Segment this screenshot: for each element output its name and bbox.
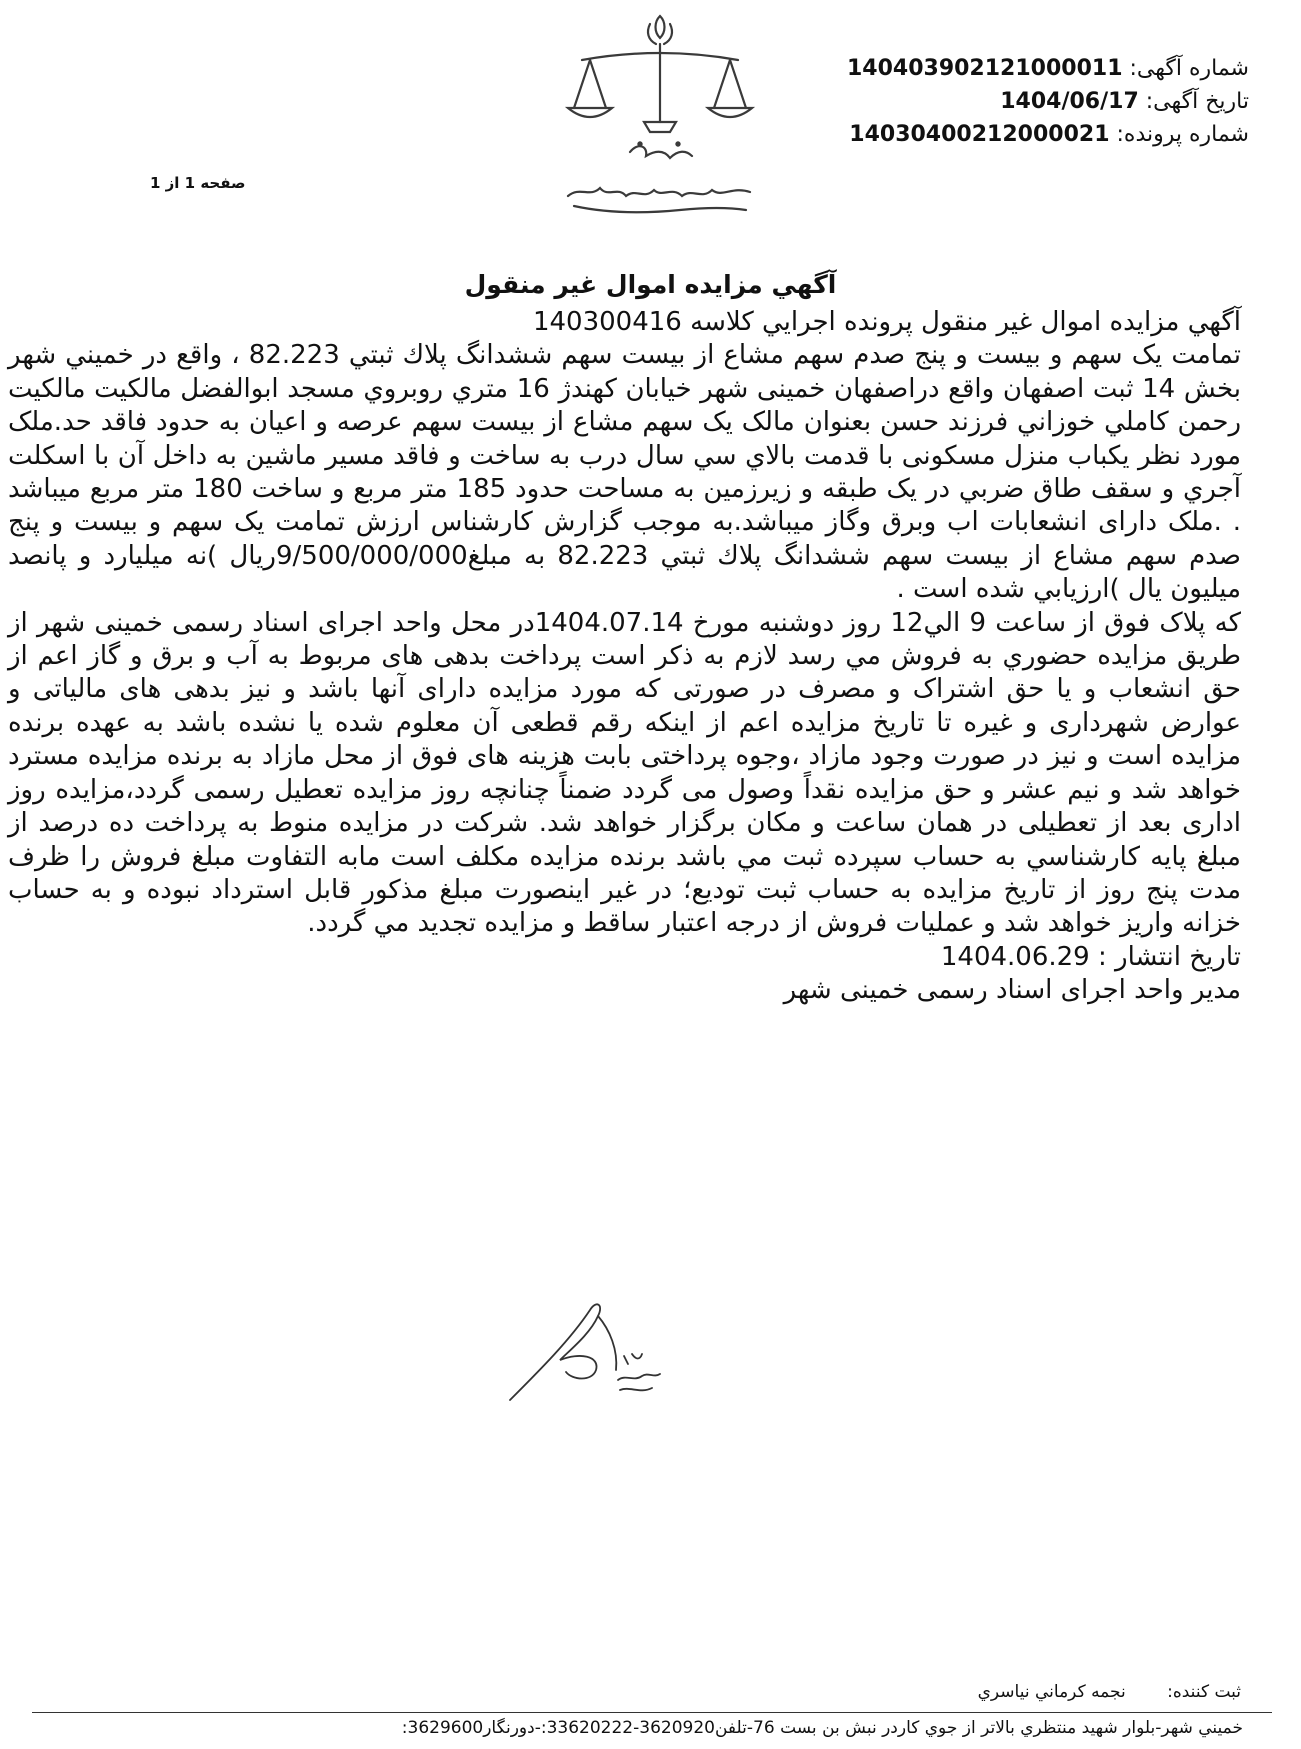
registrar-name: نجمه كرماني نياسري xyxy=(977,1682,1126,1702)
registrar-label: ثبت کننده: xyxy=(1167,1682,1241,1702)
notice-date: 1404/06/17 xyxy=(1000,89,1139,114)
footer-address: خميني شهر-بلوار شهيد منتظري بالاتر از جوي كاردر نبش بن بست 76-تلفن3620920-33620222:-دورنگار3629600: xyxy=(401,1718,1243,1738)
auction-terms: که پلاک فوق از ساعت 9 الي12 روز دوشنبه مورخ 1404.07.14در محل واحد اجرای اسناد رسمی خمینی شهر از طريق مزايده حضوري به فروش مي رسد لازم به ذکر است پرداخت بدهی های مربوط به آب و برق و گاز اعم از حق انشعاب و يا حق اشتراک و مصرف در صورتی که مورد مزايده دارای آنها باشد و نيز بدهی های مالياتی و عوارض شهرداری و غيره تا تاريخ مزايده اعم از اينکه رقم قطعی آن معلوم شده يا نشده باشد به عهده برنده مزايده است و نيز در صورت وجود مازاد ،وجوه پرداختی بابت هزينه های فوق از محل مازاد به برنده مزايده مسترد خواهد شد و نيم عشر و حق مزايده نقداً وصول می گردد ضمناً چنانچه روز مزايده تعطيل رسمی گردد،مزايده روز اداری بعد از تعطيلی در همان ساعت و مكان برگزار خواهد شد. شركت در مزايده منوط به پرداخت ده درصد از مبلغ پايه كارشناسي به حساب سپرده ثبت مي باشد برنده مزايده مكلف است مابه التفاوت مبلغ فروش را ظرف مدت پنج روز از تاريخ مزايده به حساب ثبت توديع؛ در غير اينصورت مبلغ مذكور قابل استرداد نبوده و به حساب خزانه واريز خواهد شد و عمليات فروش از درجه اعتبار ساقط و مزايده تجديد مي گردد. xyxy=(8,607,1241,939)
publish-date-line xyxy=(8,941,1241,974)
notice-date-label: تاریخ آگهی: xyxy=(1145,89,1249,114)
footer-divider xyxy=(32,1712,1272,1713)
file-number: 14030400212000021 xyxy=(849,122,1110,147)
intro-prefix: آگهي مزايده اموال غير منقول پرونده اجرايي كلاسه xyxy=(690,307,1241,337)
intro-line xyxy=(8,306,1241,339)
notice-metadata xyxy=(847,52,1249,151)
publish-date-label: تاریخ انتشار : xyxy=(1098,941,1241,972)
publish-date: 1404.06.29 xyxy=(940,941,1090,972)
judiciary-emblem-icon xyxy=(560,10,760,230)
handwritten-signature-icon xyxy=(500,1290,670,1410)
file-number-label: شماره پرونده: xyxy=(1116,122,1249,147)
page-indicator: صفحه 1 از 1 xyxy=(150,174,246,192)
document-title: آگهي مزايده اموال غير منقول xyxy=(464,270,837,299)
registrar-line xyxy=(978,1682,1241,1702)
notice-number-row xyxy=(847,52,1249,85)
signer-title: مدیر واحد اجرای اسناد رسمی خمینی شهر xyxy=(783,975,1241,1006)
notice-body xyxy=(8,306,1241,1008)
notice-number: 140403902121000011 xyxy=(846,56,1123,81)
file-number-row xyxy=(847,118,1249,151)
case-number: 140300416 xyxy=(532,307,682,337)
notice-date-row xyxy=(847,85,1249,118)
notice-number-label: شماره آگهی: xyxy=(1129,56,1249,81)
property-description: تمامت یک سهم و بیست و پنج صدم سهم مشاع از بيست سهم ششدانگ پلاك ثبتي 82.223 ، واقع در خميني شهر بخش 14 ثبت اصفهان واقع دراصفهان خمینی شهر خیابان کهندژ 16 متري روبروي مسجد ابوالفضل مالكيت مالکیت رحمن كاملي خوزاني فرزند حسن بعنوان مالک یک سهم مشاع از بیست سهم عرصه و اعیان به حدود فاقد حد.ملک مورد نظر یکباب منزل مسکونی با قدمت بالاي سي سال درب به ساخت و فاقد مسير ماشين به داخل آن با اسکلت آجري و سقف طاق ضربي در يک طبقه و زيرزمين به مساحت حدود 185 متر مربع و ساخت 180 متر مربع ميباشد . .ملک دارای انشعابات اب وبرق وگاز ميباشد.به موجب گزارش کارشناس ارزش تمامت یک سهم و بیست و پنج صدم سهم مشاع از بيست سهم ششدانگ پلاك ثبتي 82.223 به مبلغ9/500/000/000ريال )نه میلیارد و پانصد میلیون یال )ارزيابي شده است . xyxy=(8,340,1242,605)
